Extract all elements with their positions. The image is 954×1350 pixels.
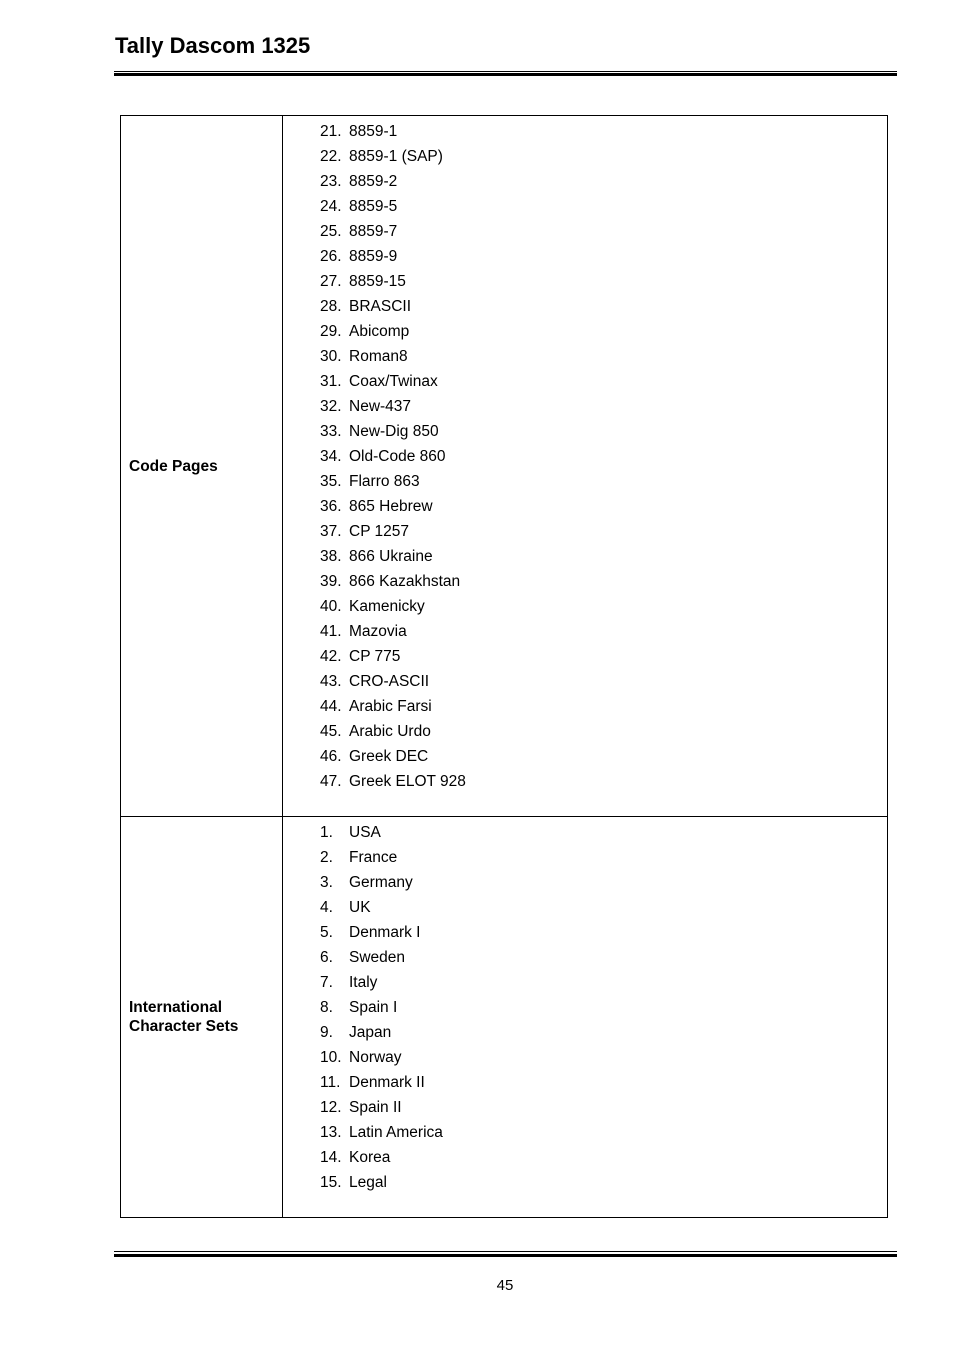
list-item-text: Mazovia (349, 623, 407, 640)
list-item-number: 5. (320, 924, 333, 941)
list-item (283, 920, 887, 945)
list-item-number: 42. (320, 648, 342, 665)
table-row-international-character-sets (121, 817, 888, 1218)
list-item-number: 37. (320, 523, 342, 540)
list-item-text: Abicomp (349, 323, 410, 340)
list-item-text: Italy (349, 974, 378, 991)
row-values (283, 817, 888, 1218)
list-item (283, 769, 887, 794)
list-item-number: 47. (320, 773, 342, 790)
list-item-text: Spain II (349, 1099, 402, 1116)
list-item (283, 544, 887, 569)
list-item (283, 1070, 887, 1095)
row-label-line: Character Sets (129, 1018, 239, 1035)
list-item-text: 8859-1 (SAP) (349, 148, 443, 165)
list-item-text: Flarro 863 (349, 473, 420, 490)
row-label (121, 817, 283, 1218)
header-divider-thick (114, 73, 897, 76)
list-item-text: 865 Hebrew (349, 498, 433, 515)
list-item-number: 11. (320, 1074, 341, 1091)
list-item (283, 1045, 887, 1070)
list-item-number: 35. (320, 473, 342, 490)
row-label-line: Code Pages (129, 457, 218, 475)
list-item-number: 29. (320, 323, 342, 340)
row-values (283, 116, 888, 817)
list-item-text: USA (349, 824, 381, 841)
list-item-number: 41. (320, 623, 342, 640)
list-item (283, 644, 887, 669)
list-item-number: 28. (320, 298, 342, 315)
list-item-number: 36. (320, 498, 342, 515)
list-item-number: 12. (320, 1099, 342, 1116)
list-item-text: 866 Ukraine (349, 548, 433, 565)
list-item-number: 27. (320, 273, 342, 290)
table-row-code-pages (121, 116, 888, 817)
list-item-number: 15. (320, 1174, 342, 1191)
list-item-text: 8859-1 (349, 123, 398, 140)
list-item-number: 25. (320, 223, 342, 240)
list-item-text: 8859-2 (349, 173, 398, 190)
list-item-number: 3. (320, 874, 333, 891)
list-item (283, 419, 887, 444)
list-item-number: 10. (320, 1049, 342, 1066)
list-item-text: Arabic Farsi (349, 698, 432, 715)
list-item-number: 26. (320, 248, 342, 265)
list-item-text: Kamenicky (349, 598, 425, 615)
list-item-text: Japan (349, 1024, 392, 1041)
list-item (283, 694, 887, 719)
list-item-text: Norway (349, 1049, 402, 1066)
list-item (283, 469, 887, 494)
list-item-number: 7. (320, 974, 333, 991)
list-item-number: 6. (320, 949, 333, 966)
list-item-number: 21. (320, 123, 342, 140)
list-item-text: 8859-15 (349, 273, 406, 290)
list-item (283, 1020, 887, 1045)
page-number: 45 (496, 1277, 514, 1294)
list-item (283, 1145, 887, 1170)
row-label-line: International (129, 999, 223, 1016)
page-header-title: Tally Dascom 1325 (115, 33, 311, 58)
list-item (283, 219, 887, 244)
list-item-text: Roman8 (349, 348, 408, 365)
list-item-text: CP 1257 (349, 523, 410, 540)
list-item (283, 970, 887, 995)
list-item-text: France (349, 849, 398, 866)
list-item-text: Arabic Urdo (349, 723, 431, 740)
row-label (121, 116, 283, 817)
list-item-text: Coax/Twinax (349, 373, 438, 390)
list-item-number: 4. (320, 899, 333, 916)
list-item (283, 870, 887, 895)
list-item (283, 144, 887, 169)
list-item-text: New-Dig 850 (349, 423, 439, 440)
list-item-number: 39. (320, 573, 342, 590)
list-item (283, 494, 887, 519)
list-item-number: 44. (320, 698, 342, 715)
list-item-text: Greek ELOT 928 (349, 773, 466, 790)
footer-divider-thin (114, 1251, 897, 1252)
list-item-number: 9. (320, 1024, 333, 1041)
list-item-text: Korea (349, 1149, 391, 1166)
list-item (283, 669, 887, 694)
list-item-text: BRASCII (349, 298, 412, 315)
list-item-text: Denmark II (349, 1074, 425, 1091)
list-item-text: Sweden (349, 949, 406, 966)
list-item (283, 1170, 887, 1195)
list-item (283, 394, 887, 419)
list-item-number: 38. (320, 548, 342, 565)
list-item-text: Germany (349, 874, 413, 891)
header-divider-thin (114, 71, 897, 72)
list-item-number: 2. (320, 849, 333, 866)
list-item-number: 45. (320, 723, 342, 740)
list-item (283, 244, 887, 269)
list-item (283, 119, 887, 144)
list-item-number: 1. (320, 824, 333, 841)
footer-divider-thick (114, 1254, 897, 1257)
list-item-text: Spain I (349, 999, 398, 1016)
list-item-number: 30. (320, 348, 342, 365)
list-item-number: 32. (320, 398, 342, 415)
list-item (283, 719, 887, 744)
list-item (283, 344, 887, 369)
list-item (283, 594, 887, 619)
list-item-number: 43. (320, 673, 342, 690)
list-item (283, 519, 887, 544)
list-item (283, 319, 887, 344)
list-item-number: 23. (320, 173, 342, 190)
list-item-text: 8859-5 (349, 198, 398, 215)
list-item-text: CP 775 (349, 648, 401, 665)
list-item (283, 895, 887, 920)
list-item-number: 14. (320, 1149, 342, 1166)
value-list (283, 817, 887, 1195)
list-item (283, 820, 887, 845)
list-item (283, 369, 887, 394)
list-item-text: CRO-ASCII (349, 673, 430, 690)
list-item-number: 13. (320, 1124, 342, 1141)
list-item-number: 40. (320, 598, 342, 615)
list-item-text: 866 Kazakhstan (349, 573, 461, 590)
list-item (283, 169, 887, 194)
list-item-number: 8. (320, 999, 333, 1016)
list-item (283, 845, 887, 870)
list-item (283, 269, 887, 294)
list-item (283, 294, 887, 319)
list-item-text: New-437 (349, 398, 412, 415)
list-item (283, 1120, 887, 1145)
list-item (283, 945, 887, 970)
list-item (283, 569, 887, 594)
list-item (283, 1095, 887, 1120)
value-list (283, 116, 887, 794)
list-item-text: Denmark I (349, 924, 421, 941)
list-item-number: 31. (320, 373, 342, 390)
list-item-text: Old-Code 860 (349, 448, 446, 465)
list-item-text: 8859-7 (349, 223, 398, 240)
list-item (283, 194, 887, 219)
list-item (283, 995, 887, 1020)
list-item (283, 444, 887, 469)
list-item-number: 46. (320, 748, 342, 765)
list-item (283, 619, 887, 644)
list-item-number: 24. (320, 198, 342, 215)
list-item (283, 744, 887, 769)
list-item-number: 33. (320, 423, 342, 440)
list-item-text: 8859-9 (349, 248, 398, 265)
list-item-number: 22. (320, 148, 342, 165)
list-item-number: 34. (320, 448, 342, 465)
list-item-text: Greek DEC (349, 748, 429, 765)
list-item-text: Latin America (349, 1124, 443, 1141)
list-item-text: Legal (349, 1174, 387, 1191)
spec-table (120, 115, 888, 1218)
list-item-text: UK (349, 899, 371, 916)
